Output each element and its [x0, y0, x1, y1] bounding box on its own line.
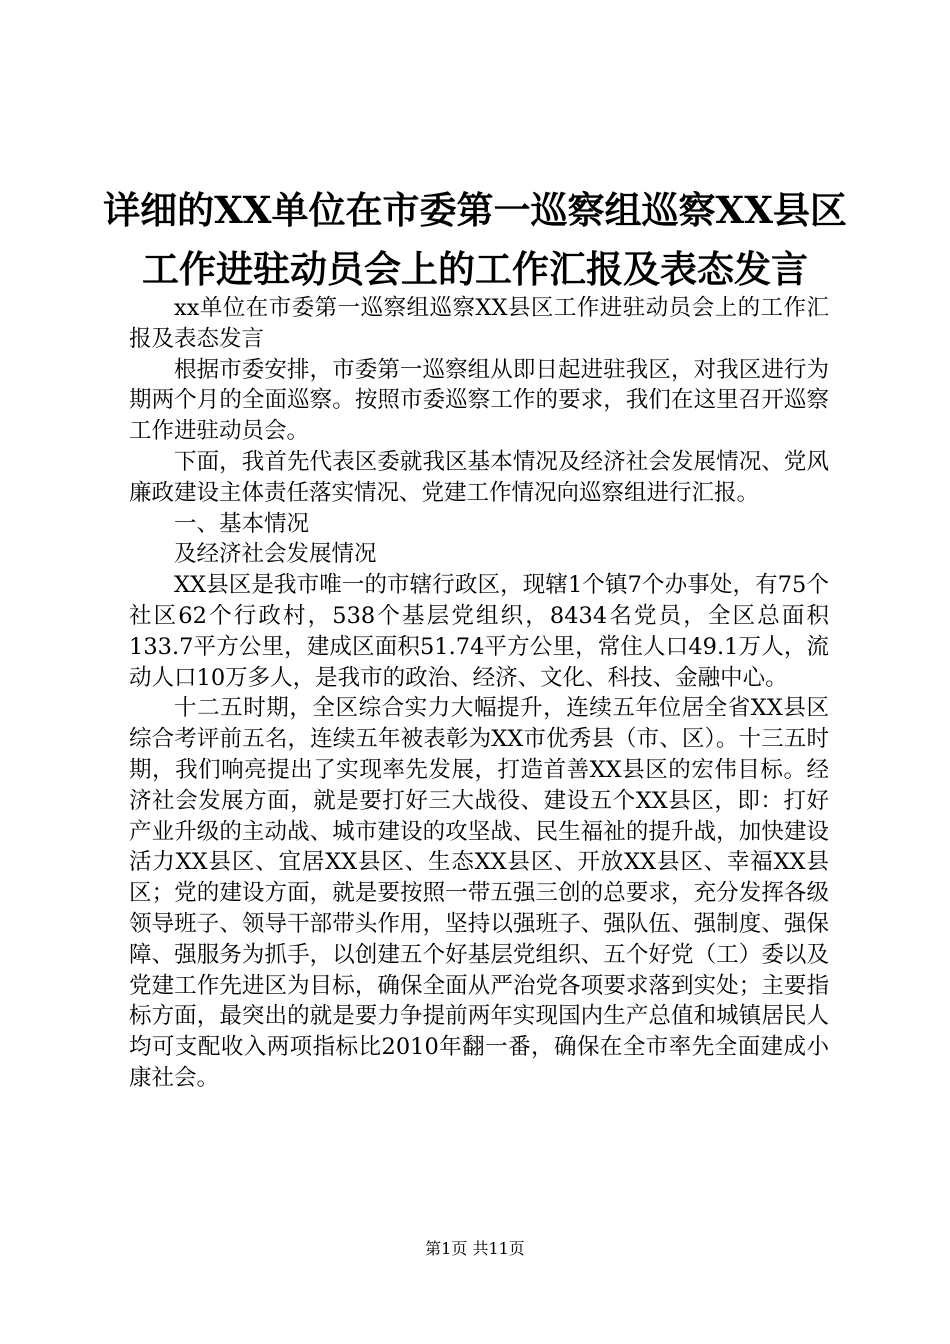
paragraph-report: 下面，我首先代表区委就我区基本情况及经济社会发展情况、党风廉政建设主体责任落实情况、党建工作情况向巡察组进行汇报。: [129, 448, 829, 506]
document-title-line-1: 详细的XX单位在市委第一巡察组巡察XX县区: [103, 188, 847, 232]
section-heading-economy: 及经济社会发展情况: [174, 541, 377, 568]
paragraph-district-overview: XX县区是我市唯一的市辖行政区，现辖1个镇7个办事处，有75个社区62个行政村，538个基层党组织，8434名党员，全区总面积133.7平方公里，建成区面积51.74平方公里，常住人口49.1万人，流动人口10万多人，是我市的政治、经济、文化、科技、金融中心。: [129, 572, 829, 691]
paragraph-intro: 根据市委安排，市委第一巡察组从即日起进驻我区，对我区进行为期两个月的全面巡察。按照市委巡察工作的要求，我们在这里召开巡察工作进驻动员会。: [129, 356, 829, 445]
document-body: [129, 293, 829, 1094]
page-number-footer: 第1页 共11页: [425, 1239, 525, 1258]
paragraph-subtitle: xx单位在市委第一巡察组巡察XX县区工作进驻动员会上的工作汇报及表态发言: [129, 295, 829, 352]
paragraph-development-goals: 十二五时期，全区综合实力大幅提升，连续五年位居全省XX县区综合考评前五名，连续五年被表彰为XX市优秀县（市、区）。十三五时期，我们响亮提出了实现率先发展，打造首善XX县区的宏伟目标。经济社会发展方面，就是要打好三大战役、建设五个XX县区，即：打好产业升级的主动战、城市建设的攻坚战、民生福祉的提升战，加快建设活力XX县区、宜居XX县区、生态XX县区、开放XX县区、幸福XX县区；党的建设方面，就是要按照一带五强三创的总要求，充分发挥各级领导班子、领导干部带头作用，坚持以强班子、强队伍、强制度、强保障、强服务为抓手，以创建五个好基层党组织、五个好党（工）委以及党建工作先进区为目标，确保全面从严治党各项要求落到实处；主要指标方面，最突出的就是要力争提前两年实现国内生产总值和城镇居民人均可支配收入两项指标比2010年翻一番，确保在全市率先全面建成小康社会。: [129, 695, 829, 1091]
document-title-line-2: 工作进驻动员会上的工作汇报及表态发言: [142, 247, 808, 291]
section-heading-basic: 一、基本情况: [174, 510, 310, 537]
